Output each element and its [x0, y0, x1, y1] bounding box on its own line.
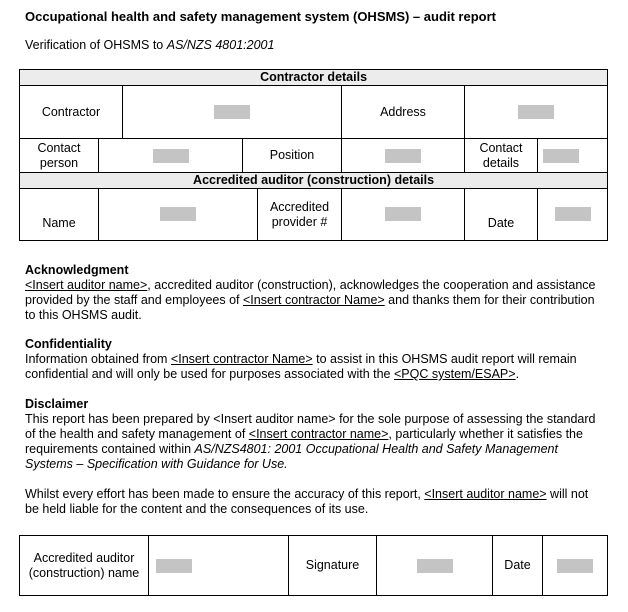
position-field[interactable] [385, 149, 421, 163]
provider-label-line1: Accredited [269, 199, 330, 214]
contact-person-label [20, 139, 99, 173]
disclaimer-text-para2 [25, 487, 605, 517]
contractor-field-cell [123, 86, 342, 139]
contractor-label: Contractor [20, 86, 123, 139]
acknowledgment-section [25, 263, 605, 323]
name-field[interactable] [160, 207, 196, 221]
disc-text-4: will not be held liable for the content and the consequences of its use. [25, 487, 589, 516]
contact-details-label-line1: Contact [479, 140, 523, 155]
date-label: Date [465, 189, 538, 241]
contact-details-label [465, 139, 538, 173]
acknowledgment-text [25, 278, 605, 323]
contact-details-label-line2: details [482, 155, 520, 170]
provider-field-cell [342, 189, 465, 241]
confidentiality-section [25, 337, 605, 382]
ack-auditor-placeholder: <Insert auditor name> [25, 278, 148, 292]
disc-contractor-placeholder: <Insert contractor name> [248, 427, 389, 441]
provider-field[interactable] [385, 207, 421, 221]
acknowledgment-heading: Acknowledgment [25, 263, 129, 277]
signature-label: Signature [289, 536, 377, 596]
date-field[interactable] [555, 207, 591, 221]
confidentiality-heading: Confidentiality [25, 337, 112, 351]
contractor-details-header: Contractor details [20, 70, 608, 86]
disc-standard-ref: AS/NZS4801: 2001 Occupational Health and Safety Management Systems – Specification with Guidance for Use. [25, 442, 558, 471]
contractor-details-table [19, 69, 608, 241]
disclaimer-heading: Disclaimer [25, 397, 89, 411]
subtitle-prefix: Verification of OHSMS to [25, 38, 167, 52]
provider-label-line2: provider # [271, 214, 328, 229]
signoff-date-label: Date [493, 536, 543, 596]
disc-auditor-placeholder: <Insert auditor name> [424, 487, 547, 501]
disclaimer-section [25, 397, 605, 517]
confidentiality-text [25, 352, 605, 382]
disclaimer-text-para1 [25, 412, 605, 472]
contractor-field[interactable] [214, 105, 250, 119]
contact-person-field[interactable] [153, 149, 189, 163]
signoff-auditor-label [20, 536, 149, 596]
signoff-auditor-label-line2: (construction) name [28, 565, 140, 580]
conf-text-2: to assist in this OHSMS audit report will remain confidential and will only be used for purposes associated with the [25, 352, 577, 381]
disc-text-3: Whilst every effort has been made to ensure the accuracy of this report, [25, 487, 425, 501]
contact-details-field-cell [538, 139, 608, 173]
disc-text-2: , particularly whether it satisfies the requirements contained within [25, 427, 583, 456]
signoff-date-field-cell [543, 536, 608, 596]
conf-contractor-placeholder: <Insert contractor Name> [170, 352, 313, 366]
provider-label [258, 189, 342, 241]
report-title: Occupational health and safety management system (OHSMS) – audit report [25, 9, 496, 24]
contact-person-label-line1: Contact [37, 140, 81, 155]
signature-field[interactable] [417, 559, 453, 573]
name-field-cell [99, 189, 258, 241]
position-field-cell [342, 139, 465, 173]
address-field[interactable] [518, 105, 554, 119]
report-subtitle [25, 38, 274, 52]
signoff-table [19, 535, 608, 596]
contact-details-field[interactable] [543, 149, 579, 163]
signoff-auditor-field-cell [149, 536, 289, 596]
contact-person-field-cell [99, 139, 243, 173]
conf-system-placeholder: <PQC system/ESAP> [393, 367, 516, 381]
subtitle-standard: AS/NZS 4801:2001 [166, 38, 275, 52]
date-field-cell [538, 189, 608, 241]
contact-person-label-line2: person [39, 155, 79, 170]
ack-text-2: and thanks them for their contribution to this OHSMS audit. [25, 293, 595, 322]
disc-text-1: This report has been prepared by <Insert auditor name> for the sole purpose of assessing the standard of the health and safety management of [25, 412, 596, 441]
signoff-auditor-label-line1: Accredited auditor [33, 550, 135, 565]
name-label: Name [20, 189, 99, 241]
signature-field-cell [377, 536, 493, 596]
ack-contractor-placeholder: <Insert contractor Name> [242, 293, 385, 307]
ack-text-1: , accredited auditor (construction), acknowledges the cooperation and assistance provided by the staff and employees of [25, 278, 596, 307]
position-label: Position [243, 139, 342, 173]
conf-text-3: . [515, 367, 520, 381]
address-label: Address [342, 86, 465, 139]
address-field-cell [465, 86, 608, 139]
signoff-auditor-field[interactable] [156, 559, 192, 573]
signoff-date-field[interactable] [557, 559, 593, 573]
conf-text-1: Information obtained from [25, 352, 171, 366]
auditor-details-header: Accredited auditor (construction) details [20, 173, 608, 189]
